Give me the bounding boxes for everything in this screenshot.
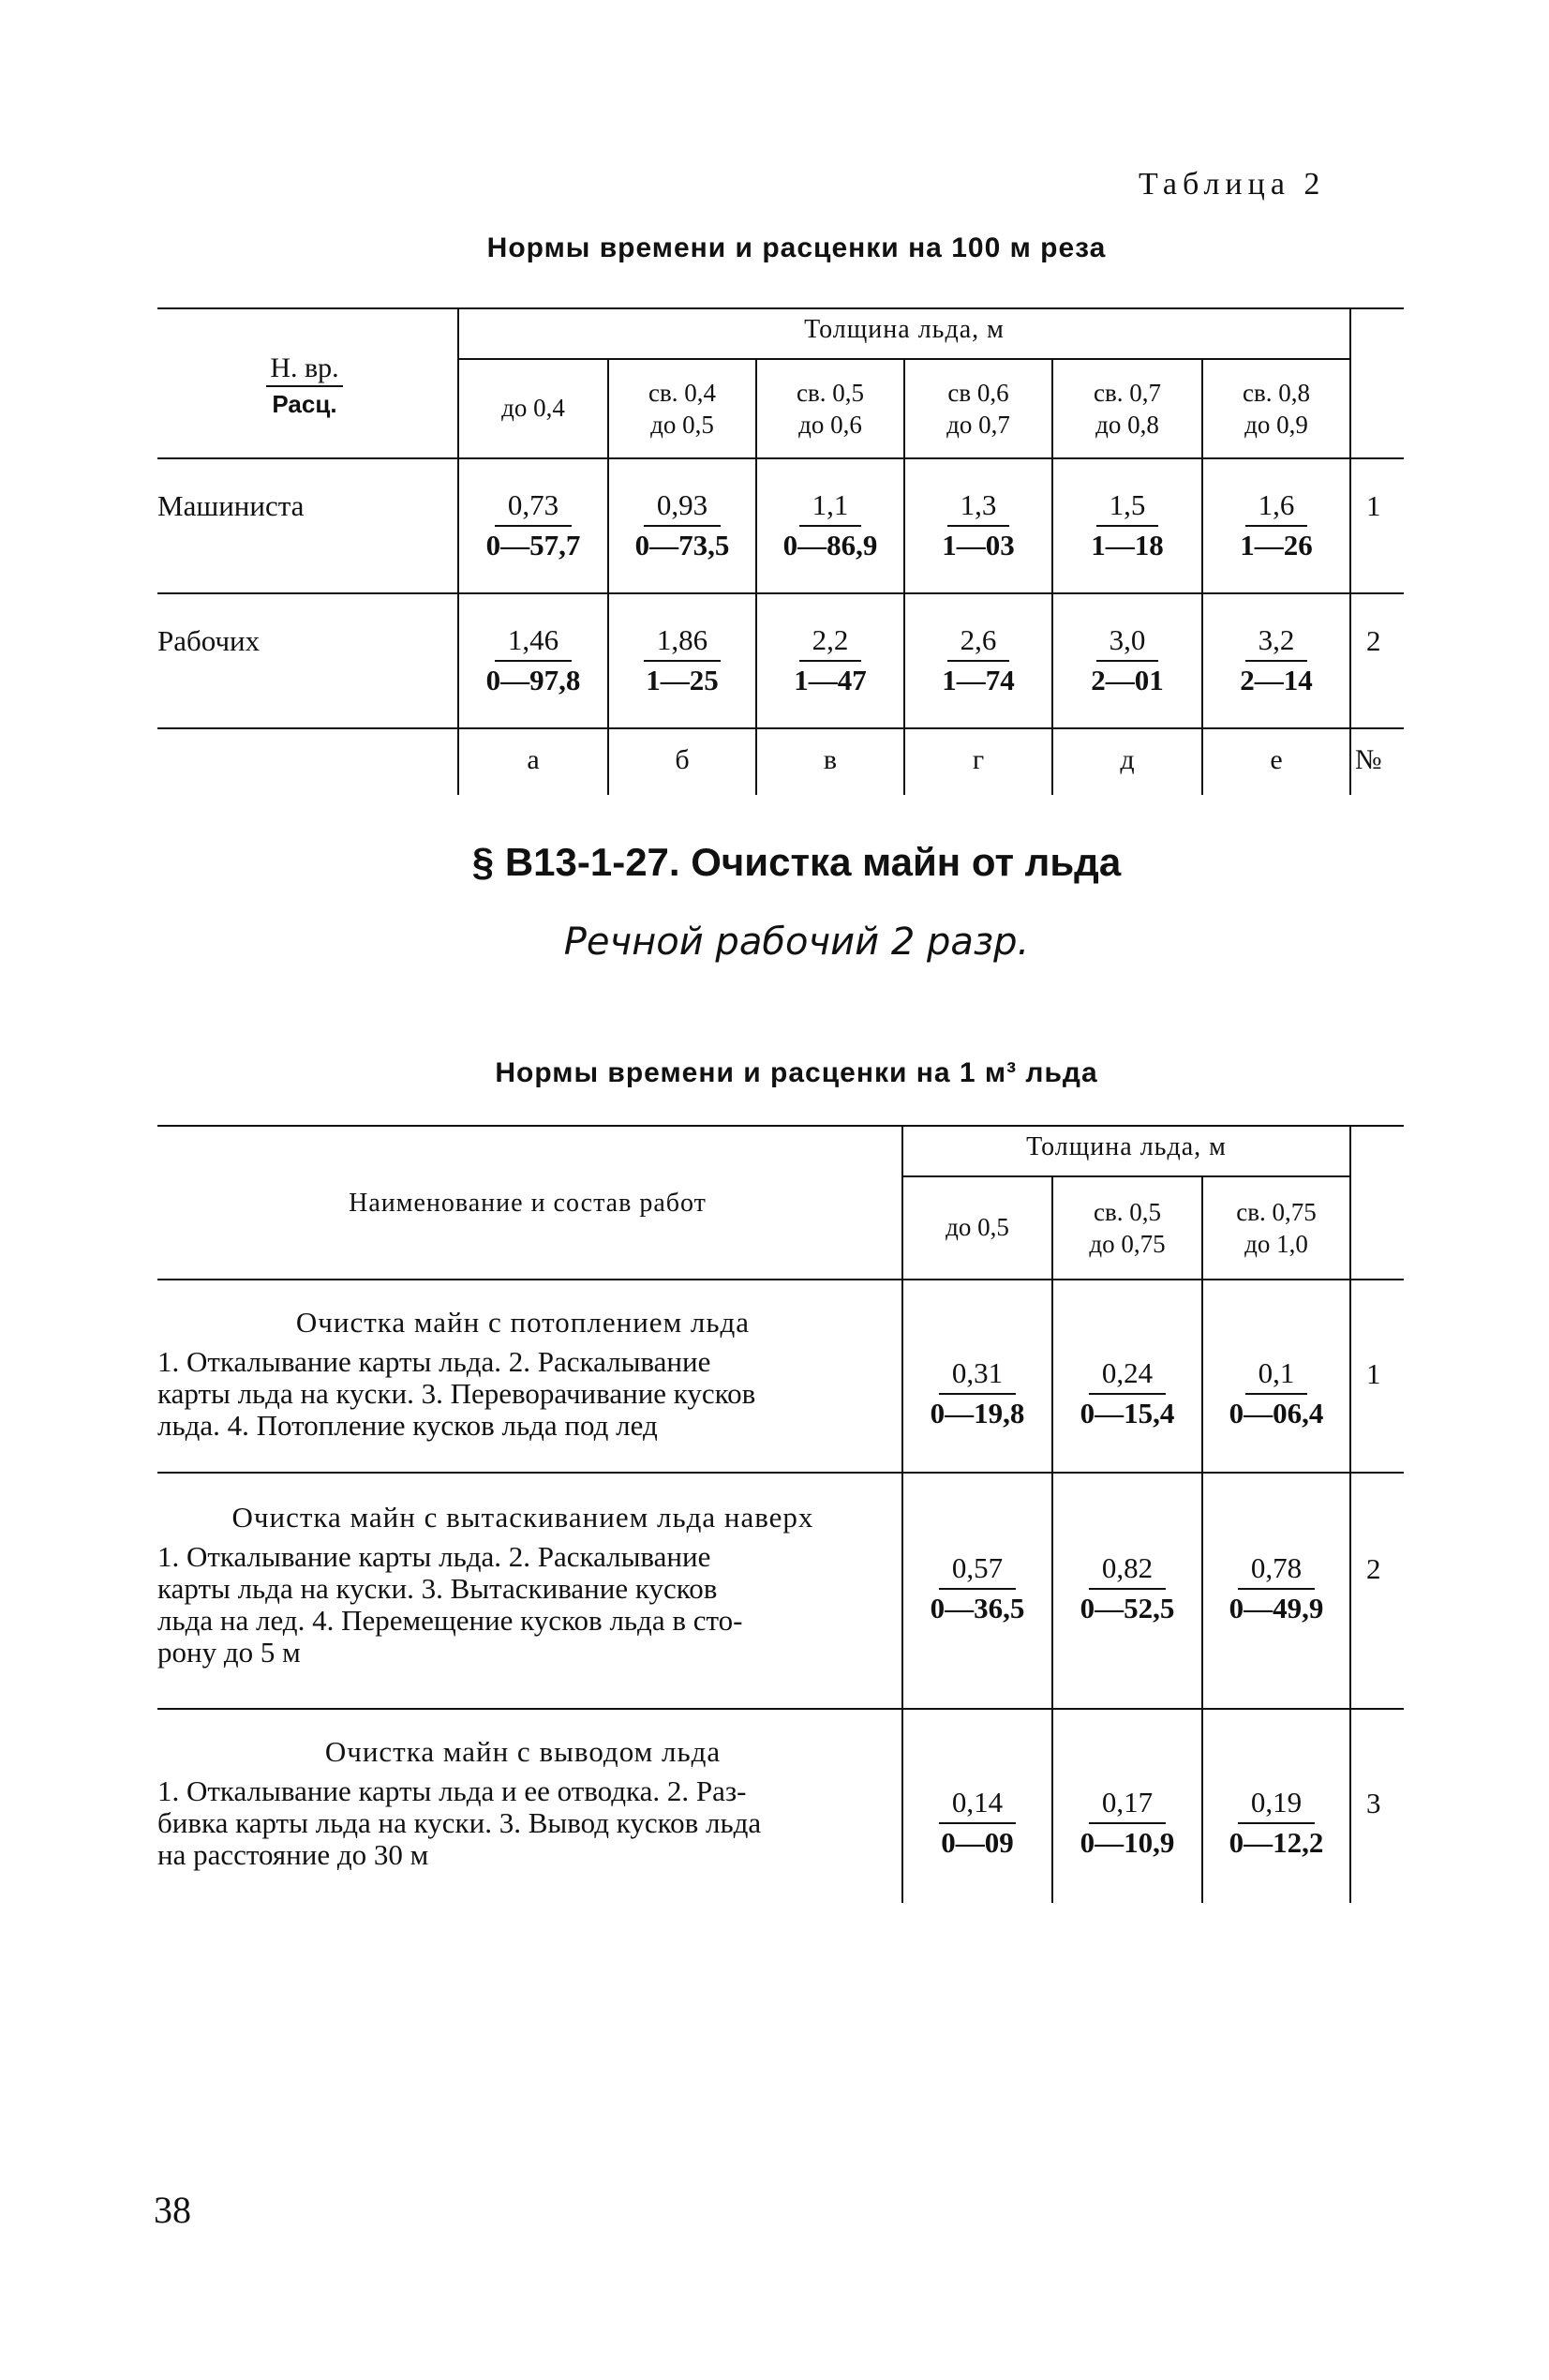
rate-cell: $\frac{0,19}{0—12,2}$ [1229,1786,1324,1859]
rate-cell: $\frac{0,14}{0—09}$ [903,1785,1051,1862]
row-number: 1 [1366,489,1381,522]
rate-cell: $\frac{1,86}{1—25}$ [609,622,755,699]
rate-cell: $\frac{3,0}{2—01}$ [1091,623,1164,696]
corner-top-label: Н. вр. [266,352,342,387]
rate-cell: $\frac{0,57}{0—36,5}$ [930,1551,1025,1624]
column-letter: д [1120,744,1135,775]
rate-cell: $\frac{1,3}{1—03}$ [942,488,1015,561]
column-header: до 0,4 [501,394,565,422]
work-description: Очистка майн с потоплением льда 1. Откалывание карты льда. 2. Раскалывание карты льда на куски. 3. Переворачивание кусков льда. 4. Потопление кусков льда под лед [157,1306,756,1442]
column-header: до 0,5 [946,1213,1009,1241]
rate-cell: $\frac{0,78}{0—49,9}$ [1229,1551,1324,1624]
number-sign: № [1355,744,1382,775]
section-subheading: Речной рабочий 2 разр. [563,921,1030,964]
row-number: 2 [1366,1552,1381,1585]
table-label: Таблица 2 [1139,167,1326,202]
name-header: Наименование и состав работ [349,1189,707,1218]
column-header: св. 0,4 до 0,5 [648,379,716,439]
rate-cell: $\frac{0,24}{0—15,4}$ [1080,1356,1175,1429]
column-letter: а [527,744,540,775]
work-description: Очистка майн с вытаскиванием льда наверх 1. Откалывание карты льда. 2. Раскалывание карты льда на куски. 3. Вытаскивание кусков льда на лед. 4. Перемещение кусков льда в сто- рону до 5 м [157,1501,814,1669]
column-header: св 0,6 до 0,7 [946,379,1010,439]
table2-title: Нормы времени и расценки на 1 м³ льда [495,1057,1098,1088]
column-letter: б [675,744,690,775]
rate-cell: $\frac{0,93}{0—73,5}$ [634,488,730,561]
section-heading: § В13-1-27. Очистка майн от льда [471,840,1122,884]
rate-cell: $\frac{2,2}{1—47}$ [794,623,867,696]
rate-cell: $\frac{1,46}{0—97,8}$ [485,623,581,696]
column-header: св. 0,5 до 0,6 [797,379,864,439]
row-label: Рабочих [157,624,261,657]
row-number: 2 [1366,624,1381,657]
table1-title: Нормы времени и расценки на 100 м реза [486,232,1107,263]
page-number: 38 [154,2189,191,2231]
column-header: св. 0,7 до 0,8 [1094,379,1161,439]
column-letter: е [1270,744,1283,775]
column-header: св. 0,75 до 1,0 [1236,1198,1317,1258]
column-letter: г [972,744,985,775]
thickness-header: Толщина льда, м [804,315,1005,344]
row-number: 3 [1366,1787,1381,1819]
rate-cell: $\frac{2,6}{1—74}$ [942,623,1015,696]
column-letter: в [823,744,838,775]
rate-cell: $\frac{0,17}{0—10,9}$ [1080,1786,1175,1859]
column-header: св. 0,8 до 0,9 [1243,379,1310,439]
row-number: 1 [1366,1357,1381,1390]
rate-cell: $\frac{0,73}{0—57,7}$ [485,488,581,561]
corner-bottom-label: Расц. [272,390,337,418]
rate-cell: $\frac{0,31}{0—19,8}$ [930,1356,1025,1429]
rate-cell: $\frac{1,5}{1—18}$ [1091,488,1164,561]
rate-cell: $\frac{1,6}{1—26}$ [1240,488,1313,561]
row-label: Машиниста [157,489,305,522]
rate-cell: $\frac{3,2}{2—14}$ [1240,623,1313,696]
rate-cell: $\frac{0,82}{0—52,5}$ [1080,1551,1175,1624]
column-header: св. 0,5 до 0,75 [1089,1198,1166,1258]
thickness-header: Толщина льда, м [1026,1132,1227,1161]
rate-cell: $\frac{1,1}{0—86,9}$ [782,488,878,561]
rate-cell: $\frac{0,1}{0—06,4}$ [1229,1356,1324,1429]
work-description: Очистка майн с выводом льда 1. Откалывание карты льда и ее отводка. 2. Раз- бивка карты льда на куски. 3. Вывод кусков льда на расстояние до 30 м [157,1735,762,1871]
